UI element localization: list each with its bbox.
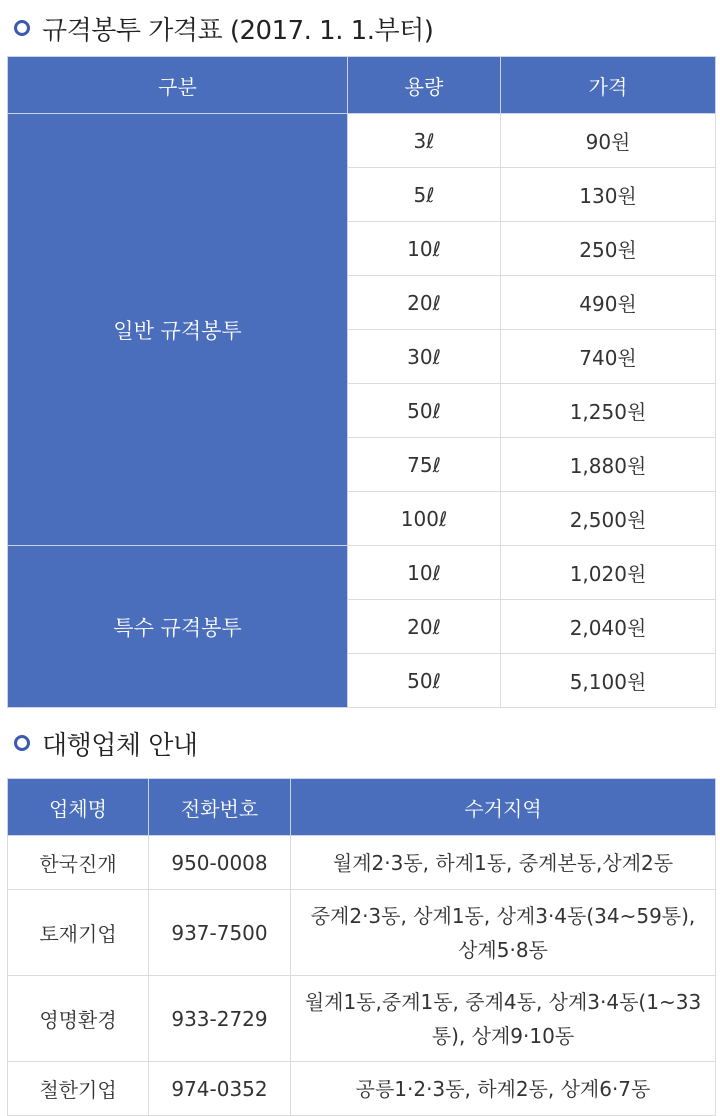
company-name-cell: 영명환경 xyxy=(8,976,149,1062)
price-cell: 2,500원 xyxy=(501,492,716,546)
agency-table xyxy=(7,778,716,1116)
price-cell: 740원 xyxy=(501,330,716,384)
header-collection-area: 수거지역 xyxy=(291,779,716,836)
capacity-cell: 3ℓ xyxy=(348,114,501,168)
circle-bullet-icon xyxy=(14,735,30,751)
company-name-cell: 토재기업 xyxy=(8,890,149,976)
capacity-cell: 10ℓ xyxy=(348,546,501,600)
collection-area-cell: 월계2·3동, 하계1동, 중계본동,상계2동 xyxy=(291,836,716,890)
header-category: 구분 xyxy=(8,57,348,114)
price-cell: 1,020원 xyxy=(501,546,716,600)
capacity-cell: 5ℓ xyxy=(348,168,501,222)
price-table xyxy=(7,56,716,708)
price-section-title xyxy=(0,0,720,56)
agency-section-title xyxy=(0,708,720,778)
price-cell: 250원 xyxy=(501,222,716,276)
price-table-header-row xyxy=(8,57,716,114)
agency-row xyxy=(8,836,716,890)
price-cell: 5,100원 xyxy=(501,654,716,708)
company-name-cell: 철한기업 xyxy=(8,1062,149,1116)
collection-area-cell: 중계2·3동, 상계1동, 상계3·4동(34~59통), 상계5·8동 xyxy=(291,890,716,976)
price-cell: 1,880원 xyxy=(501,438,716,492)
agency-table-header-row xyxy=(8,779,716,836)
agency-row xyxy=(8,976,716,1062)
collection-area-cell: 공릉1·2·3동, 하계2동, 상계6·7동 xyxy=(291,1062,716,1116)
agency-row xyxy=(8,1062,716,1116)
header-phone: 전화번호 xyxy=(149,779,291,836)
header-price: 가격 xyxy=(501,57,716,114)
header-company-name: 업체명 xyxy=(8,779,149,836)
phone-cell: 937-7500 xyxy=(149,890,291,976)
price-cell: 130원 xyxy=(501,168,716,222)
price-row xyxy=(8,114,716,168)
price-row xyxy=(8,546,716,600)
price-section-title-text: 규격봉투 가격표 (2017. 1. 1.부터) xyxy=(42,15,434,46)
capacity-cell: 30ℓ xyxy=(348,330,501,384)
capacity-cell: 50ℓ xyxy=(348,384,501,438)
phone-cell: 974-0352 xyxy=(149,1062,291,1116)
capacity-cell: 20ℓ xyxy=(348,276,501,330)
header-capacity: 용량 xyxy=(348,57,501,114)
price-cell: 2,040원 xyxy=(501,600,716,654)
price-cell: 1,250원 xyxy=(501,384,716,438)
company-name-cell: 한국진개 xyxy=(8,836,149,890)
capacity-cell: 20ℓ xyxy=(348,600,501,654)
price-cell: 90원 xyxy=(501,114,716,168)
phone-cell: 933-2729 xyxy=(149,976,291,1062)
collection-area-cell: 월계1동,중계1동, 중계4동, 상계3·4동(1~33통), 상계9·10동 xyxy=(291,976,716,1062)
agency-row xyxy=(8,890,716,976)
agency-section-title-text: 대행업체 안내 xyxy=(42,730,198,761)
capacity-cell: 10ℓ xyxy=(348,222,501,276)
price-cell: 490원 xyxy=(501,276,716,330)
bag-type-cell: 일반 규격봉투 xyxy=(8,114,348,546)
capacity-cell: 50ℓ xyxy=(348,654,501,708)
circle-bullet-icon xyxy=(14,20,30,36)
capacity-cell: 100ℓ xyxy=(348,492,501,546)
bag-type-cell: 특수 규격봉투 xyxy=(8,546,348,708)
capacity-cell: 75ℓ xyxy=(348,438,501,492)
phone-cell: 950-0008 xyxy=(149,836,291,890)
